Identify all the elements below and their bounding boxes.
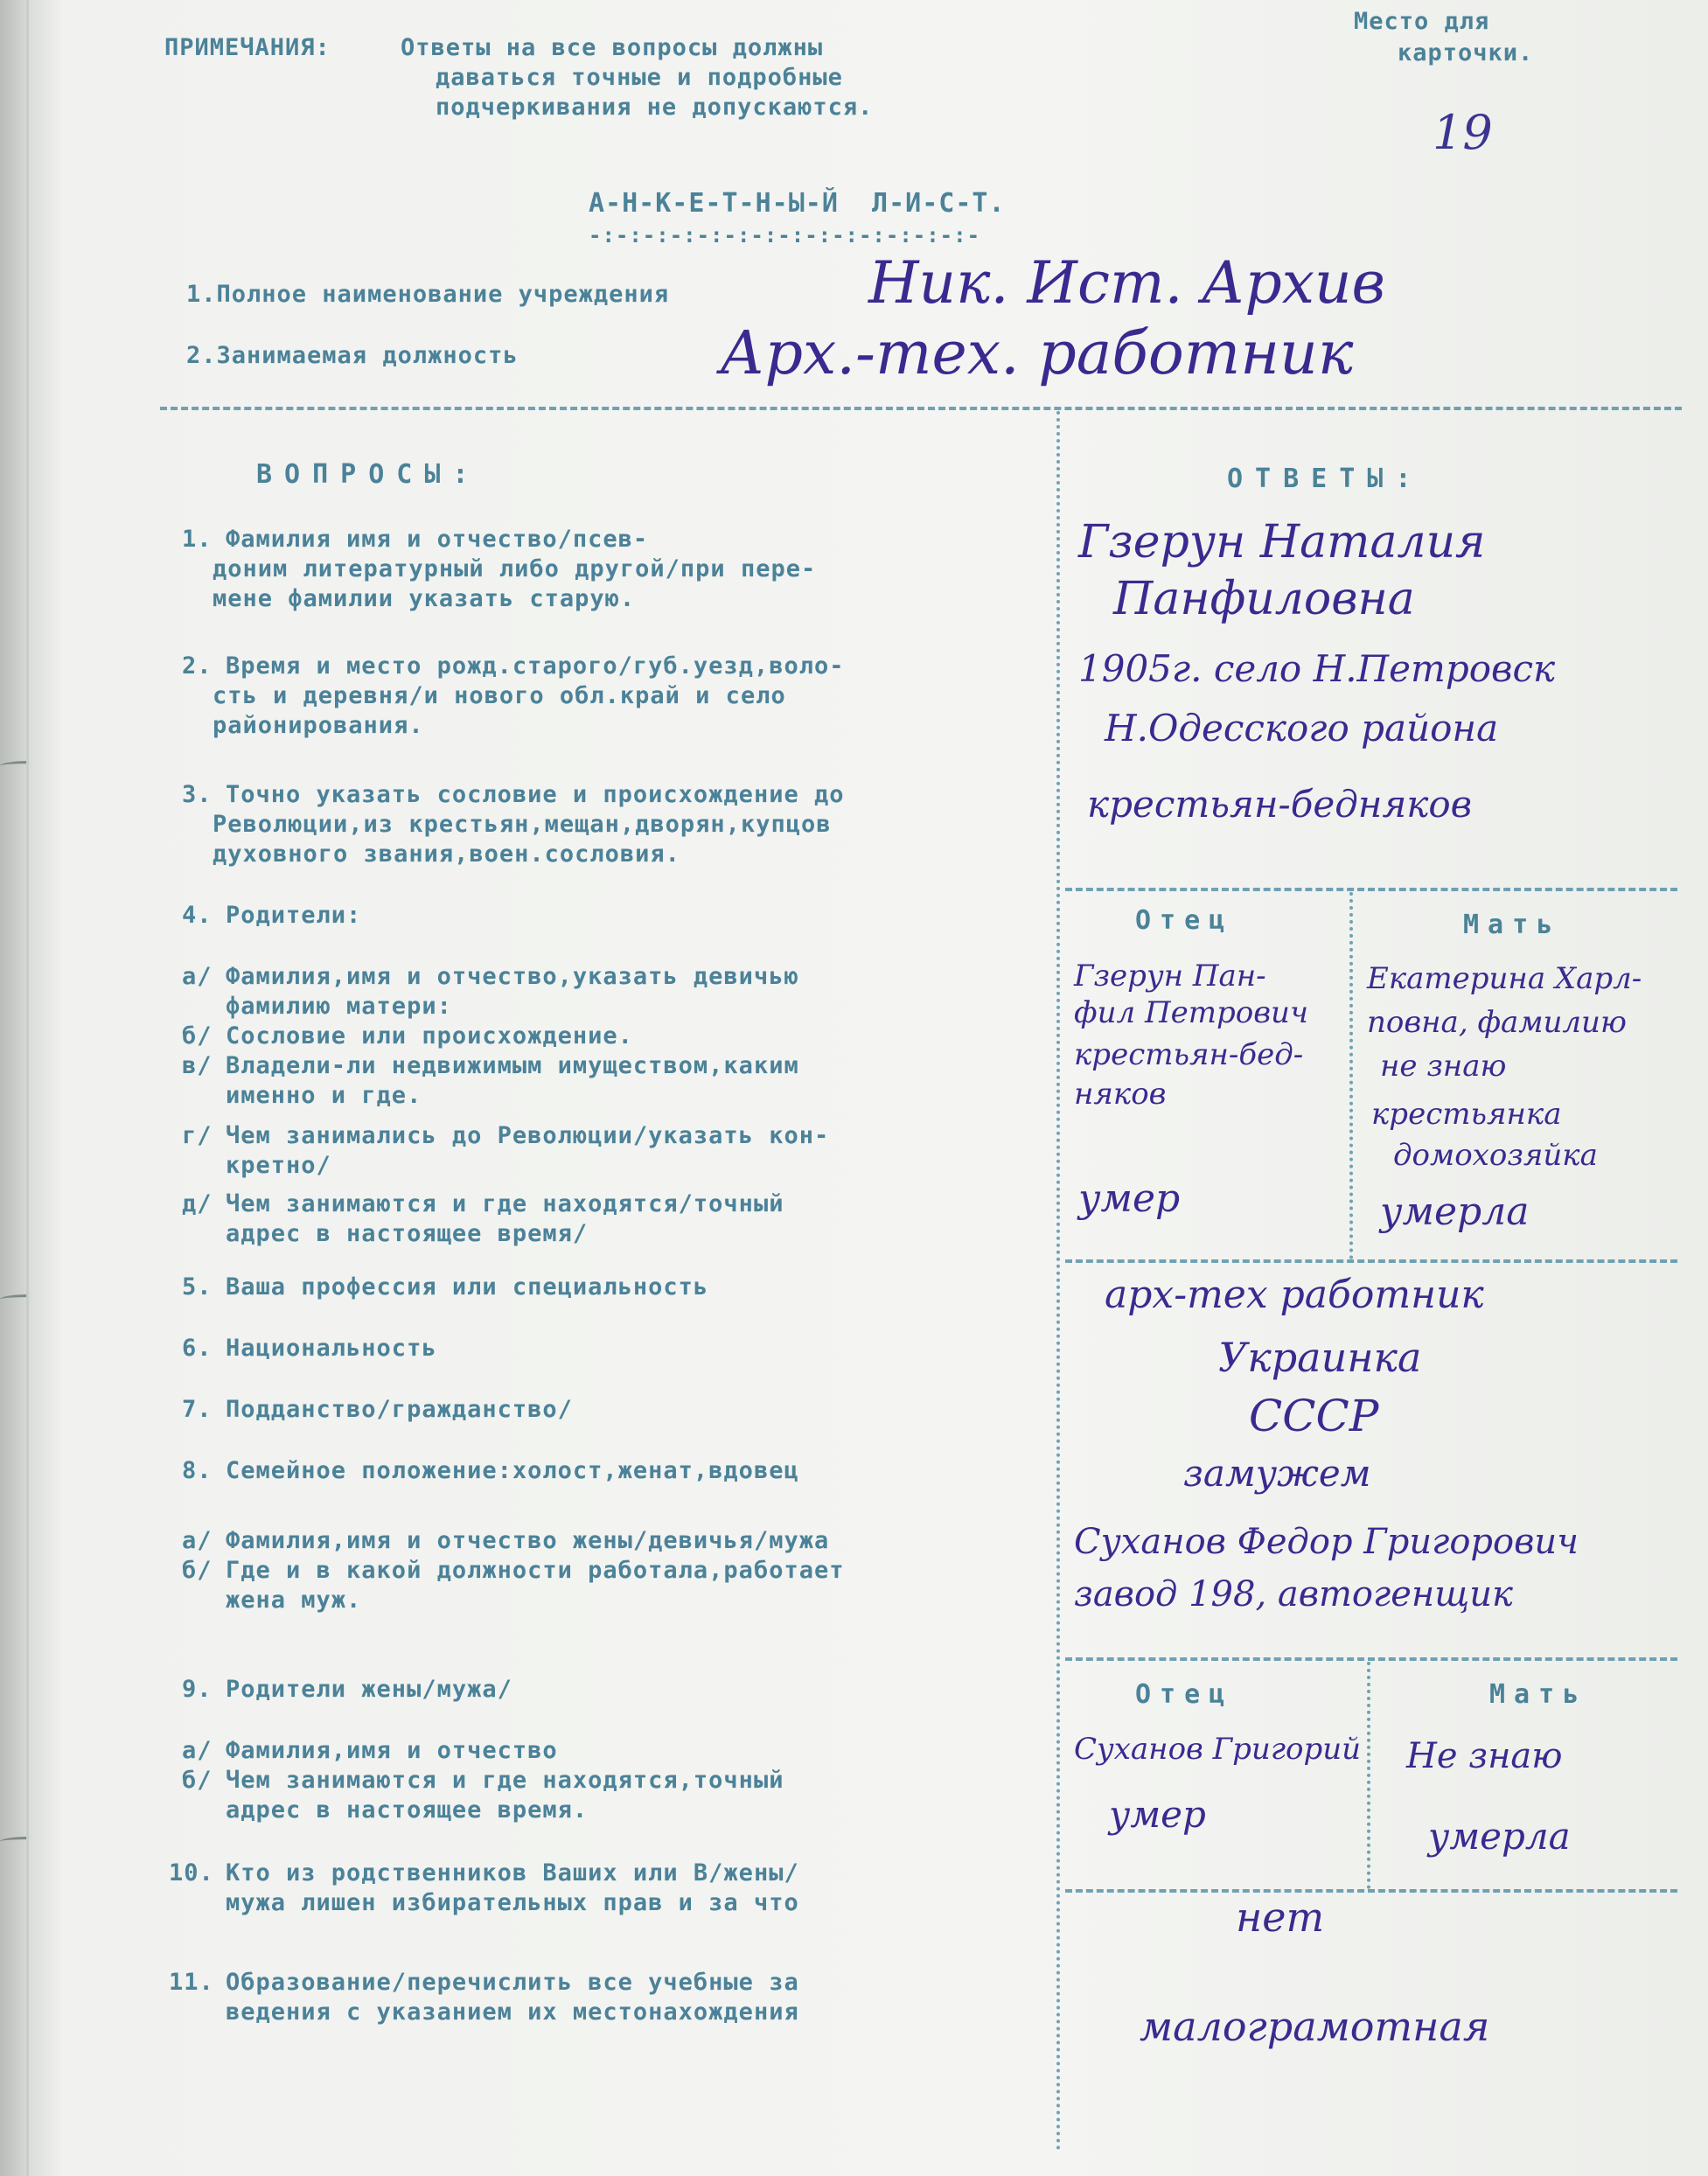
mother-info-2: повна, фамилию [1367, 1005, 1627, 1040]
question-text: адрес в настоящее время. [226, 1796, 589, 1824]
question-text: Образование/перечислить все учебные за [226, 1969, 799, 1996]
question-number: 8. [182, 1457, 213, 1484]
answer-q8: замужем [1183, 1452, 1371, 1495]
question-text: ведения с указанием их местонахождения [226, 1998, 799, 2026]
question-text: Семейное положение:холост,женат,вдовец [226, 1457, 799, 1484]
intro-label-1: 1.Полное наименование учреждения [186, 281, 670, 308]
photo-place-2: карточки. [1398, 39, 1534, 66]
question-text: Владели-ли недвижимым имуществом,каким [226, 1052, 799, 1079]
parents-divider [1065, 888, 1677, 891]
question-text: Чем занимаются и где находятся,точный [226, 1767, 784, 1794]
question-number: б/ [182, 1767, 213, 1794]
inlaw-mother-status: умерла [1428, 1815, 1571, 1858]
answers-header: ОТВЕТЫ: [1227, 464, 1424, 494]
question-text: фамилию матери: [226, 993, 452, 1020]
question-text: Ваша профессия или специальность [226, 1273, 709, 1301]
question-text: Чем занимаются и где находятся/точный [226, 1190, 784, 1217]
inlaws-column-divider [1367, 1662, 1370, 1889]
question-text: Национальность [226, 1335, 437, 1362]
note-line-3: подчеркивания не допускаются. [436, 94, 874, 121]
inlaws-bottom-divider [1065, 1889, 1677, 1893]
answer-q2-line1: 1905г. село Н.Петровск [1078, 647, 1556, 690]
mother-info-5: домохозяйка [1393, 1138, 1598, 1173]
question-number: 5. [182, 1273, 213, 1301]
question-number: а/ [182, 1737, 213, 1764]
page-number: 19 [1433, 105, 1493, 160]
photo-place-1: Место для [1354, 8, 1490, 35]
question-text: районирования. [213, 712, 424, 739]
section-divider [160, 407, 1682, 410]
question-text: адрес в настоящее время/ [226, 1220, 589, 1247]
question-number: 1. [182, 526, 213, 553]
question-text: Фамилия имя и отчество/псев- [226, 526, 649, 553]
parents-column-divider [1349, 892, 1353, 1259]
binding-edge [0, 0, 28, 2176]
inlaw-mother: Не знаю [1406, 1736, 1563, 1776]
answer-q3: крестьян-бедняков [1087, 783, 1473, 826]
inlaw-father-status: умер [1109, 1793, 1206, 1836]
question-number: 3. [182, 781, 213, 808]
intro-answer-2: Арх.-тех. работник [720, 319, 1354, 388]
intro-label-2: 2.Занимаемая должность [186, 342, 519, 369]
question-text: Чем занимались до Революции/указать кон- [226, 1122, 830, 1149]
question-number: 4. [182, 902, 213, 929]
question-number: б/ [182, 1557, 213, 1584]
questions-header: ВОПРОСЫ: [256, 459, 481, 490]
question-text: Революции,из крестьян,мещан,дворян,купцов [213, 811, 832, 838]
question-number: 2. [182, 652, 213, 680]
father-info-1: Гзерун Пан- [1074, 959, 1266, 994]
question-number: 11. [169, 1969, 214, 1996]
mother-info-1: Екатерина Харл- [1367, 961, 1642, 996]
question-text: Кто из родственников Ваших или В/жены/ [226, 1859, 799, 1887]
question-text: Подданство/гражданство/ [226, 1396, 573, 1423]
question-number: д/ [182, 1190, 213, 1217]
question-number: а/ [182, 963, 213, 990]
intro-answer-1: Ник. Ист. Архив [868, 249, 1385, 317]
question-number: а/ [182, 1527, 213, 1554]
question-text: Родители жены/мужа/ [226, 1676, 512, 1703]
answer-q5: арх-тех работник [1105, 1273, 1484, 1317]
answer-q8b: завод 198, автогенщик [1074, 1574, 1513, 1615]
mother-info-3: не знаю [1380, 1049, 1507, 1084]
question-number: 9. [182, 1676, 213, 1703]
column-divider [1056, 411, 1060, 2152]
mother-header: Мать [1463, 910, 1562, 940]
father-info-2: фил Петрович [1074, 995, 1309, 1030]
question-text: Фамилия,имя и отчество,указать девичью [226, 963, 799, 990]
parents-bottom-divider [1065, 1259, 1677, 1263]
form-title: А-Н-К-Е-Т-Н-Ы-Й Л-И-С-Т. [589, 188, 1006, 219]
question-text: духовного звания,воен.сословия. [213, 840, 680, 868]
question-number: в/ [182, 1052, 213, 1079]
question-number: б/ [182, 1022, 213, 1050]
question-text: Сословие или происхождение. [226, 1022, 633, 1050]
note-label: ПРИМЕЧАНИЯ: [164, 34, 331, 61]
question-text: кретно/ [226, 1152, 331, 1179]
answer-q6: Украинка [1218, 1334, 1422, 1381]
inlaw-mother-header: Мать [1489, 1679, 1588, 1710]
father-header: Отец [1135, 905, 1234, 936]
question-text: мужа лишен избирательных прав и за что [226, 1889, 799, 1916]
answer-q1-line1: Гзерун Наталия [1078, 516, 1486, 568]
inlaw-father-header: Отец [1135, 1679, 1234, 1710]
answer-q8a: Суханов Федор Григорович [1074, 1522, 1579, 1562]
question-text: Фамилия,имя и отчество жены/девичья/мужа [226, 1527, 830, 1554]
mother-status: умерла [1380, 1189, 1530, 1234]
question-text: Родители: [226, 902, 362, 929]
inlaws-divider [1065, 1657, 1677, 1661]
question-number: 7. [182, 1396, 213, 1423]
question-text: Точно указать сословие и происхождение до [226, 781, 845, 808]
question-number: 10. [169, 1859, 214, 1887]
answer-q10: нет [1236, 1894, 1325, 1941]
mother-info-4: крестьянка [1371, 1097, 1562, 1132]
answer-q7: СССР [1249, 1391, 1379, 1441]
question-text: мене фамилии указать старую. [213, 585, 636, 612]
question-text: Время и место рожд.старого/губ.уезд,воло- [226, 652, 845, 680]
answer-q2-line2: Н.Одесского района [1105, 707, 1499, 750]
question-number: 6. [182, 1335, 213, 1362]
title-underline: -:-:-:-:-:-:-:-:-:-:-:-:-:-:- [589, 223, 981, 248]
note-line-1: Ответы на все вопросы должны [401, 34, 824, 61]
question-text: Фамилия,имя и отчество [226, 1737, 558, 1764]
question-text: Где и в какой должности работала,работает [226, 1557, 845, 1584]
father-info-4: няков [1074, 1077, 1167, 1112]
question-number: г/ [182, 1122, 213, 1149]
question-text: доним литературный либо другой/при пере- [213, 555, 817, 582]
father-info-3: крестьян-бед- [1074, 1037, 1304, 1072]
inlaw-father: Суханов Григорий [1074, 1732, 1362, 1767]
question-text: жена муж. [226, 1587, 362, 1614]
form-sheet [26, 0, 1708, 2176]
answer-q11: малограмотная [1140, 2003, 1490, 2050]
note-line-2: даваться точные и подробные [436, 64, 843, 91]
question-text: сть и деревня/и нового обл.край и село [213, 682, 786, 709]
father-status: умер [1078, 1176, 1181, 1221]
answer-q1-line2: Панфиловна [1113, 573, 1415, 625]
question-text: именно и где. [226, 1082, 422, 1109]
